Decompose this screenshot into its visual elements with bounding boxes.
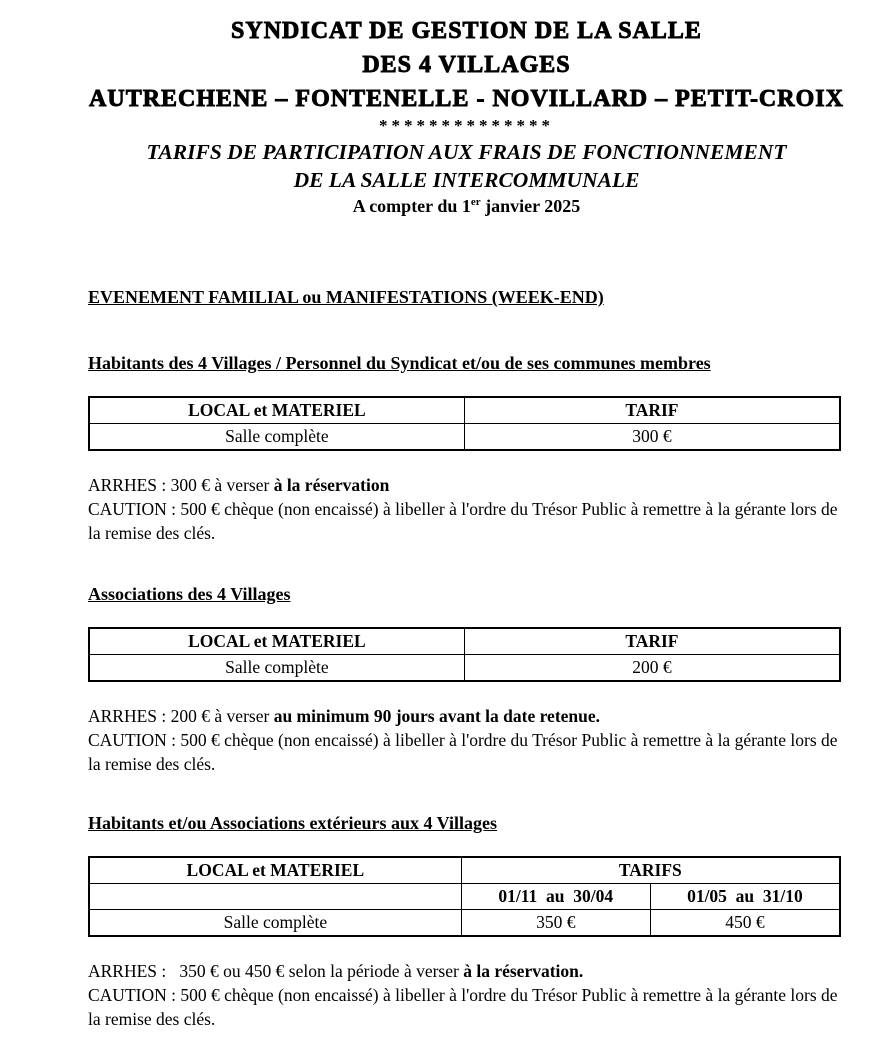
table-header-local: LOCAL et MATERIEL [89, 628, 464, 655]
arrhes-note-bold: à la réservation. [463, 961, 584, 981]
doc-title-line-3: AUTRECHENE – FONTENELLE - NOVILLARD – PETIT-CROIX [89, 86, 844, 112]
table-header-tarif: TARIF [464, 628, 840, 655]
table-row [89, 910, 840, 937]
table-cell-empty [89, 884, 461, 910]
section-habitants-4-villages [88, 352, 845, 545]
table-cell-label: Salle complète [89, 655, 464, 682]
effective-date-ordinal: er [470, 196, 481, 208]
table-header-tarifs: TARIFS [461, 857, 840, 884]
table-header-period-2: 01/05 au 31/10 [650, 884, 840, 910]
table-row [89, 424, 840, 451]
arrhes-note-text: ARRHES : 200 € à verser [88, 706, 274, 726]
table-header-local: LOCAL et MATERIEL [89, 857, 461, 884]
table-row [89, 655, 840, 682]
table-cell-label: Salle complète [89, 424, 464, 451]
table-header-tarif: TARIF [464, 397, 840, 424]
arrhes-note [88, 704, 845, 728]
tariff-table [88, 627, 841, 682]
arrhes-note-text: ARRHES : 300 € à verser [88, 475, 274, 495]
doc-title-line-1: SYNDICAT DE GESTION DE LA SALLE [231, 18, 702, 44]
table-cell-price: 300 € [464, 424, 840, 451]
section-heading: Associations des 4 Villages [88, 584, 291, 604]
effective-date [88, 194, 845, 218]
tariff-table [88, 396, 841, 451]
arrhes-note-bold: à la réservation [273, 475, 390, 495]
doc-title-line-2: DES 4 VILLAGES [362, 52, 571, 78]
effective-date-suffix: janvier 2025 [480, 196, 581, 216]
caution-note: CAUTION : 500 € chèque (non encaissé) à libeller à l'ordre du Trésor Public à remettre à la gérante lors de la remise des clés. [88, 499, 838, 543]
caution-note: CAUTION : 500 € chèque (non encaissé) à libeller à l'ordre du Trésor Public à remettre à la gérante lors de la remise des clés. [88, 730, 838, 774]
table-cell-price-summer: 450 € [650, 910, 840, 937]
section-heading: Habitants des 4 Villages / Personnel du Syndicat et/ou de ses communes membres [88, 353, 711, 373]
document-content [88, 14, 845, 1031]
caution-note: CAUTION : 500 € chèque (non encaissé) à libeller à l'ordre du Trésor Public à remettre à la gérante lors de la remise des clés. [88, 985, 838, 1029]
table-header-local: LOCAL et MATERIEL [89, 397, 464, 424]
stars-separator: ************** [379, 116, 554, 135]
table-header-row [89, 628, 840, 655]
tariff-table-seasonal [88, 856, 841, 937]
table-cell-price: 200 € [464, 655, 840, 682]
section-heading: Habitants et/ou Associations extérieurs aux 4 Villages [88, 813, 497, 833]
table-header-row [89, 857, 840, 884]
arrhes-note-text: ARRHES : 350 € ou 450 € selon la période à verser [88, 961, 464, 981]
table-cell-price-winter: 350 € [461, 910, 650, 937]
section-associations-4-villages [88, 583, 845, 776]
doc-subtitle-line-1: TARIFS DE PARTICIPATION AUX FRAIS DE FONCTIONNEMENT [146, 140, 787, 164]
table-cell-label: Salle complète [89, 910, 461, 937]
table-subheader-row [89, 884, 840, 910]
arrhes-note [88, 473, 845, 497]
doc-subtitle-line-2: DE LA SALLE INTERCOMMUNALE [293, 168, 640, 192]
section-exterieurs-4-villages [88, 812, 845, 1031]
table-header-row [89, 397, 840, 424]
arrhes-note [88, 959, 845, 983]
effective-date-prefix: A compter du 1 [352, 196, 471, 216]
table-header-period-1: 01/11 au 30/04 [461, 884, 650, 910]
arrhes-note-bold: au minimum 90 jours avant la date retenue. [273, 706, 601, 726]
doc-title [88, 14, 845, 116]
main-section-heading: EVENEMENT FAMILIAL ou MANIFESTATIONS (WEEK-END) [88, 287, 604, 307]
doc-subtitle [88, 138, 845, 194]
